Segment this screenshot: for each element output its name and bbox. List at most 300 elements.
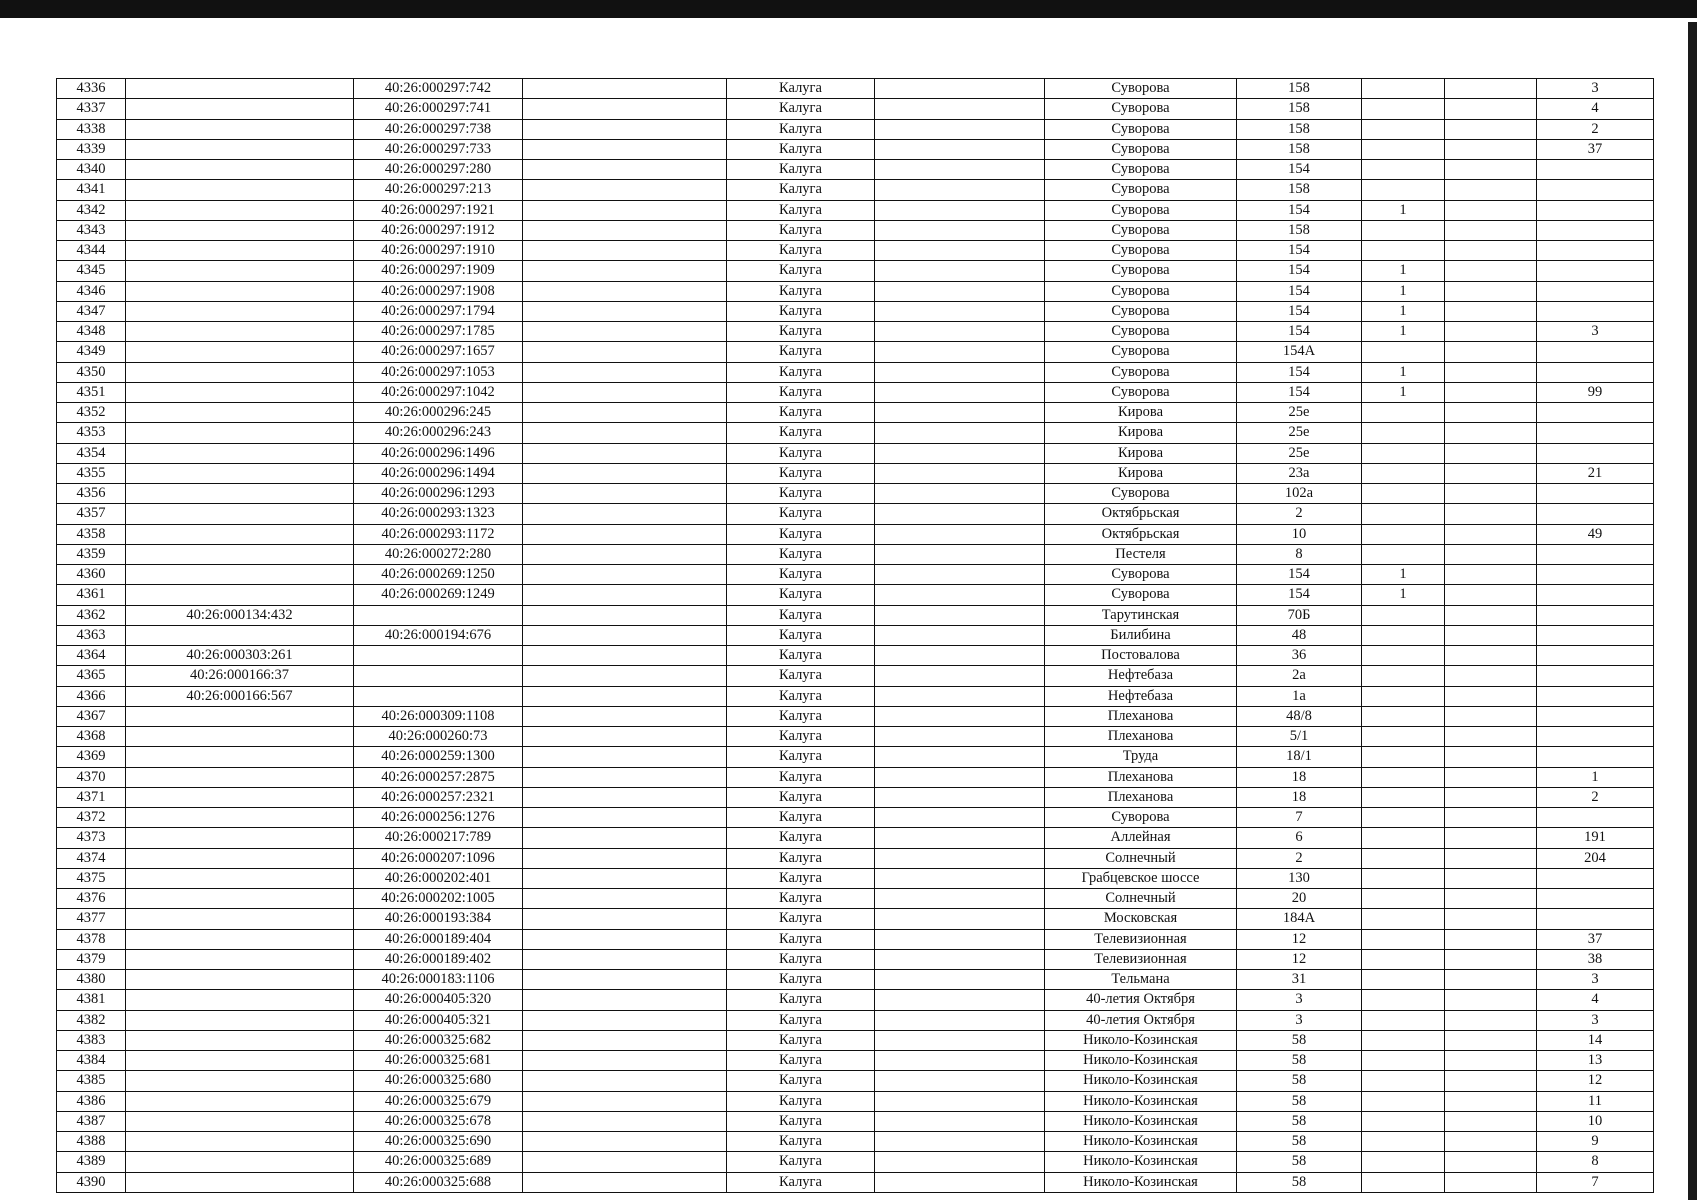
cell-house-number: 12 bbox=[1237, 929, 1362, 949]
cell-empty-cell bbox=[523, 625, 727, 645]
cell-empty-cell bbox=[875, 1091, 1045, 1111]
cell-building: 1 bbox=[1362, 382, 1445, 402]
table-row bbox=[57, 544, 1654, 564]
cell-row-number: 4347 bbox=[57, 301, 126, 321]
cell-cadastral-number-b: 40:26:000297:1910 bbox=[354, 241, 523, 261]
cell-cadastral-number-a bbox=[126, 1030, 354, 1050]
cell-row-number: 4358 bbox=[57, 524, 126, 544]
cell-apartment bbox=[1537, 808, 1654, 828]
cell-empty-cell bbox=[875, 727, 1045, 747]
cell-cadastral-number-b: 40:26:000297:738 bbox=[354, 119, 523, 139]
cell-city: Калуга bbox=[727, 544, 875, 564]
cell-building bbox=[1362, 1030, 1445, 1050]
cell-street: Суворова bbox=[1045, 220, 1237, 240]
cell-city: Калуга bbox=[727, 1051, 875, 1071]
cell-house-number: 154 bbox=[1237, 200, 1362, 220]
cell-empty-cell bbox=[875, 1172, 1045, 1192]
cell-building bbox=[1362, 646, 1445, 666]
cell-row-number: 4363 bbox=[57, 625, 126, 645]
cell-empty-cell bbox=[1445, 342, 1537, 362]
cell-house-number: 154 bbox=[1237, 565, 1362, 585]
cell-row-number: 4365 bbox=[57, 666, 126, 686]
cell-row-number: 4356 bbox=[57, 484, 126, 504]
table-row bbox=[57, 1091, 1654, 1111]
cell-building bbox=[1362, 1132, 1445, 1152]
cell-city: Калуга bbox=[727, 1111, 875, 1131]
cell-house-number: 18 bbox=[1237, 767, 1362, 787]
cell-apartment: 12 bbox=[1537, 1071, 1654, 1091]
cell-apartment bbox=[1537, 220, 1654, 240]
cell-cadastral-number-b: 40:26:000296:1293 bbox=[354, 484, 523, 504]
cell-cadastral-number-b: 40:26:000189:404 bbox=[354, 929, 523, 949]
cell-empty-cell bbox=[875, 322, 1045, 342]
cell-row-number: 4376 bbox=[57, 889, 126, 909]
cell-empty-cell bbox=[875, 1030, 1045, 1050]
cell-house-number: 154 bbox=[1237, 160, 1362, 180]
cell-street: Кирова bbox=[1045, 463, 1237, 483]
cell-cadastral-number-a bbox=[126, 625, 354, 645]
cell-cadastral-number-b: 40:26:000194:676 bbox=[354, 625, 523, 645]
cell-empty-cell bbox=[523, 79, 727, 99]
cell-empty-cell bbox=[1445, 646, 1537, 666]
cell-apartment: 99 bbox=[1537, 382, 1654, 402]
cell-cadastral-number-a bbox=[126, 200, 354, 220]
cell-cadastral-number-b: 40:26:000207:1096 bbox=[354, 848, 523, 868]
cell-apartment bbox=[1537, 544, 1654, 564]
cell-apartment: 8 bbox=[1537, 1152, 1654, 1172]
cell-cadastral-number-a bbox=[126, 970, 354, 990]
cell-house-number: 58 bbox=[1237, 1091, 1362, 1111]
cell-street: Кирова bbox=[1045, 443, 1237, 463]
cell-cadastral-number-b bbox=[354, 686, 523, 706]
cell-empty-cell bbox=[1445, 990, 1537, 1010]
cell-apartment: 7 bbox=[1537, 1172, 1654, 1192]
cell-street: Суворова bbox=[1045, 342, 1237, 362]
cell-row-number: 4385 bbox=[57, 1071, 126, 1091]
cell-cadastral-number-a bbox=[126, 787, 354, 807]
cell-apartment bbox=[1537, 301, 1654, 321]
cell-city: Калуга bbox=[727, 261, 875, 281]
cell-city: Калуга bbox=[727, 463, 875, 483]
cell-house-number: 158 bbox=[1237, 79, 1362, 99]
cell-house-number: 154 bbox=[1237, 281, 1362, 301]
cell-apartment bbox=[1537, 585, 1654, 605]
cell-row-number: 4344 bbox=[57, 241, 126, 261]
cell-city: Калуга bbox=[727, 585, 875, 605]
cell-city: Калуга bbox=[727, 666, 875, 686]
cell-empty-cell bbox=[875, 1051, 1045, 1071]
cell-house-number: 58 bbox=[1237, 1111, 1362, 1131]
cell-city: Калуга bbox=[727, 848, 875, 868]
cell-house-number: 2 bbox=[1237, 848, 1362, 868]
cell-empty-cell bbox=[875, 1111, 1045, 1131]
cell-city: Калуга bbox=[727, 1152, 875, 1172]
cell-empty-cell bbox=[875, 949, 1045, 969]
cell-apartment: 4 bbox=[1537, 990, 1654, 1010]
table-row bbox=[57, 848, 1654, 868]
cell-row-number: 4343 bbox=[57, 220, 126, 240]
cell-empty-cell bbox=[523, 403, 727, 423]
cell-empty-cell bbox=[1445, 686, 1537, 706]
table-row bbox=[57, 342, 1654, 362]
table-row bbox=[57, 362, 1654, 382]
cell-empty-cell bbox=[1445, 524, 1537, 544]
cell-cadastral-number-b: 40:26:000297:1794 bbox=[354, 301, 523, 321]
cell-empty-cell bbox=[875, 342, 1045, 362]
cell-apartment: 3 bbox=[1537, 322, 1654, 342]
cell-empty-cell bbox=[523, 463, 727, 483]
cell-building bbox=[1362, 79, 1445, 99]
cell-apartment bbox=[1537, 241, 1654, 261]
cell-street: Суворова bbox=[1045, 585, 1237, 605]
cell-building bbox=[1362, 909, 1445, 929]
cell-building bbox=[1362, 1051, 1445, 1071]
cell-row-number: 4389 bbox=[57, 1152, 126, 1172]
cell-house-number: 158 bbox=[1237, 220, 1362, 240]
cell-cadastral-number-a bbox=[126, 139, 354, 159]
cell-cadastral-number-a bbox=[126, 767, 354, 787]
cell-house-number: 2 bbox=[1237, 504, 1362, 524]
cell-empty-cell bbox=[523, 382, 727, 402]
cell-city: Калуга bbox=[727, 382, 875, 402]
cell-building bbox=[1362, 1111, 1445, 1131]
table-row bbox=[57, 524, 1654, 544]
cell-house-number: 48 bbox=[1237, 625, 1362, 645]
cell-empty-cell bbox=[1445, 787, 1537, 807]
cell-empty-cell bbox=[875, 565, 1045, 585]
cell-apartment: 2 bbox=[1537, 787, 1654, 807]
cell-street: Октябрьская bbox=[1045, 524, 1237, 544]
cell-empty-cell bbox=[875, 180, 1045, 200]
cell-house-number: 5/1 bbox=[1237, 727, 1362, 747]
cell-empty-cell bbox=[1445, 261, 1537, 281]
cell-street: Плеханова bbox=[1045, 706, 1237, 726]
cell-cadastral-number-b: 40:26:000296:245 bbox=[354, 403, 523, 423]
cell-empty-cell bbox=[1445, 727, 1537, 747]
cell-house-number: 1а bbox=[1237, 686, 1362, 706]
cell-row-number: 4336 bbox=[57, 79, 126, 99]
cell-apartment: 37 bbox=[1537, 139, 1654, 159]
cell-street: Грабцевское шоссе bbox=[1045, 868, 1237, 888]
cell-building bbox=[1362, 504, 1445, 524]
cell-cadastral-number-a bbox=[126, 1111, 354, 1131]
cell-cadastral-number-b: 40:26:000325:688 bbox=[354, 1172, 523, 1192]
cell-empty-cell bbox=[1445, 281, 1537, 301]
cell-house-number: 58 bbox=[1237, 1030, 1362, 1050]
cell-house-number: 18/1 bbox=[1237, 747, 1362, 767]
cell-empty-cell bbox=[523, 990, 727, 1010]
cell-street: Билибина bbox=[1045, 625, 1237, 645]
cell-building bbox=[1362, 848, 1445, 868]
table-row bbox=[57, 423, 1654, 443]
cell-empty-cell bbox=[1445, 1172, 1537, 1192]
cell-row-number: 4346 bbox=[57, 281, 126, 301]
cell-city: Калуга bbox=[727, 970, 875, 990]
cell-row-number: 4366 bbox=[57, 686, 126, 706]
cell-street: Пестеля bbox=[1045, 544, 1237, 564]
cell-row-number: 4372 bbox=[57, 808, 126, 828]
cell-apartment: 191 bbox=[1537, 828, 1654, 848]
cell-empty-cell bbox=[875, 706, 1045, 726]
cell-empty-cell bbox=[875, 524, 1045, 544]
cell-row-number: 4386 bbox=[57, 1091, 126, 1111]
cell-city: Калуга bbox=[727, 443, 875, 463]
cell-cadastral-number-b bbox=[354, 605, 523, 625]
table-row bbox=[57, 889, 1654, 909]
cell-apartment bbox=[1537, 686, 1654, 706]
cell-cadastral-number-b: 40:26:000297:213 bbox=[354, 180, 523, 200]
cell-empty-cell bbox=[523, 848, 727, 868]
cell-empty-cell bbox=[875, 484, 1045, 504]
cell-house-number: 154 bbox=[1237, 261, 1362, 281]
cell-empty-cell bbox=[875, 868, 1045, 888]
cell-house-number: 58 bbox=[1237, 1051, 1362, 1071]
cell-house-number: 58 bbox=[1237, 1152, 1362, 1172]
cell-apartment bbox=[1537, 484, 1654, 504]
cell-empty-cell bbox=[875, 200, 1045, 220]
cell-street: Николо-Козинская bbox=[1045, 1051, 1237, 1071]
cell-apartment bbox=[1537, 706, 1654, 726]
cell-city: Калуга bbox=[727, 504, 875, 524]
cell-city: Калуга bbox=[727, 200, 875, 220]
cell-cadastral-number-b: 40:26:000325:678 bbox=[354, 1111, 523, 1131]
cell-empty-cell bbox=[1445, 889, 1537, 909]
cell-row-number: 4384 bbox=[57, 1051, 126, 1071]
table-row bbox=[57, 767, 1654, 787]
cell-building bbox=[1362, 625, 1445, 645]
cell-row-number: 4364 bbox=[57, 646, 126, 666]
cell-cadastral-number-a bbox=[126, 1010, 354, 1030]
cell-empty-cell bbox=[1445, 949, 1537, 969]
table-row bbox=[57, 79, 1654, 99]
cell-empty-cell bbox=[875, 747, 1045, 767]
cell-empty-cell bbox=[875, 463, 1045, 483]
cell-city: Калуга bbox=[727, 1030, 875, 1050]
cell-city: Калуга bbox=[727, 362, 875, 382]
cell-city: Калуга bbox=[727, 79, 875, 99]
cell-house-number: 70Б bbox=[1237, 605, 1362, 625]
cell-cadastral-number-b: 40:26:000257:2321 bbox=[354, 787, 523, 807]
cell-apartment: 3 bbox=[1537, 79, 1654, 99]
cell-cadastral-number-a: 40:26:000166:37 bbox=[126, 666, 354, 686]
cell-empty-cell bbox=[1445, 382, 1537, 402]
cell-apartment: 4 bbox=[1537, 99, 1654, 119]
cell-cadastral-number-a bbox=[126, 706, 354, 726]
cell-empty-cell bbox=[875, 1071, 1045, 1091]
cell-apartment: 2 bbox=[1537, 119, 1654, 139]
cell-city: Калуга bbox=[727, 909, 875, 929]
cell-house-number: 25е bbox=[1237, 403, 1362, 423]
cell-empty-cell bbox=[523, 200, 727, 220]
cell-city: Калуга bbox=[727, 828, 875, 848]
cell-cadastral-number-a bbox=[126, 868, 354, 888]
cell-cadastral-number-b: 40:26:000257:2875 bbox=[354, 767, 523, 787]
cell-house-number: 58 bbox=[1237, 1132, 1362, 1152]
cell-apartment: 10 bbox=[1537, 1111, 1654, 1131]
cell-house-number: 154 bbox=[1237, 322, 1362, 342]
cell-cadastral-number-b bbox=[354, 666, 523, 686]
cell-empty-cell bbox=[523, 443, 727, 463]
cell-cadastral-number-a bbox=[126, 301, 354, 321]
cell-city: Калуга bbox=[727, 747, 875, 767]
cell-apartment: 3 bbox=[1537, 970, 1654, 990]
cell-city: Калуга bbox=[727, 706, 875, 726]
cell-city: Калуга bbox=[727, 787, 875, 807]
cell-building: 1 bbox=[1362, 200, 1445, 220]
cell-street: Труда bbox=[1045, 747, 1237, 767]
table-row bbox=[57, 1111, 1654, 1131]
cell-row-number: 4341 bbox=[57, 180, 126, 200]
cell-cadastral-number-a bbox=[126, 1172, 354, 1192]
cell-apartment: 49 bbox=[1537, 524, 1654, 544]
cell-house-number: 18 bbox=[1237, 787, 1362, 807]
table-row bbox=[57, 241, 1654, 261]
cell-building bbox=[1362, 139, 1445, 159]
table-row bbox=[57, 119, 1654, 139]
table-row bbox=[57, 463, 1654, 483]
cell-building bbox=[1362, 929, 1445, 949]
cell-empty-cell bbox=[875, 787, 1045, 807]
cell-cadastral-number-b: 40:26:000202:1005 bbox=[354, 889, 523, 909]
cell-street: Телевизионная bbox=[1045, 929, 1237, 949]
cell-empty-cell bbox=[875, 281, 1045, 301]
cell-empty-cell bbox=[875, 504, 1045, 524]
cell-row-number: 4353 bbox=[57, 423, 126, 443]
cell-apartment bbox=[1537, 281, 1654, 301]
cell-street: Суворова bbox=[1045, 180, 1237, 200]
cell-apartment bbox=[1537, 160, 1654, 180]
cell-row-number: 4360 bbox=[57, 565, 126, 585]
cell-building bbox=[1362, 605, 1445, 625]
cell-cadastral-number-a bbox=[126, 423, 354, 443]
cell-street: Октябрьская bbox=[1045, 504, 1237, 524]
cell-empty-cell bbox=[875, 241, 1045, 261]
cell-building bbox=[1362, 889, 1445, 909]
cell-house-number: 154 bbox=[1237, 382, 1362, 402]
cell-cadastral-number-b: 40:26:000193:384 bbox=[354, 909, 523, 929]
cell-empty-cell bbox=[875, 362, 1045, 382]
cell-row-number: 4383 bbox=[57, 1030, 126, 1050]
cell-empty-cell bbox=[523, 727, 727, 747]
cell-row-number: 4337 bbox=[57, 99, 126, 119]
cell-building bbox=[1362, 241, 1445, 261]
cell-house-number: 25е bbox=[1237, 443, 1362, 463]
cell-city: Калуга bbox=[727, 220, 875, 240]
cell-street: Тельмана bbox=[1045, 970, 1237, 990]
cell-empty-cell bbox=[1445, 119, 1537, 139]
cell-cadastral-number-b: 40:26:000325:681 bbox=[354, 1051, 523, 1071]
cell-empty-cell bbox=[1445, 706, 1537, 726]
cell-street: Кирова bbox=[1045, 423, 1237, 443]
cell-street: Нефтебаза bbox=[1045, 686, 1237, 706]
cell-cadastral-number-a bbox=[126, 382, 354, 402]
cell-cadastral-number-a bbox=[126, 403, 354, 423]
cell-empty-cell bbox=[523, 220, 727, 240]
cell-empty-cell bbox=[875, 585, 1045, 605]
cell-building bbox=[1362, 99, 1445, 119]
cell-empty-cell bbox=[1445, 362, 1537, 382]
cell-house-number: 10 bbox=[1237, 524, 1362, 544]
cell-empty-cell bbox=[875, 848, 1045, 868]
cell-apartment: 21 bbox=[1537, 463, 1654, 483]
cell-building bbox=[1362, 342, 1445, 362]
cell-apartment: 1 bbox=[1537, 767, 1654, 787]
cell-cadastral-number-a bbox=[126, 322, 354, 342]
cell-house-number: 7 bbox=[1237, 808, 1362, 828]
cell-city: Калуга bbox=[727, 119, 875, 139]
cell-house-number: 25е bbox=[1237, 423, 1362, 443]
cell-street: Николо-Козинская bbox=[1045, 1111, 1237, 1131]
cell-house-number: 20 bbox=[1237, 889, 1362, 909]
cell-street: Суворова bbox=[1045, 79, 1237, 99]
table-row bbox=[57, 443, 1654, 463]
cell-house-number: 23а bbox=[1237, 463, 1362, 483]
cell-city: Калуга bbox=[727, 625, 875, 645]
cell-building bbox=[1362, 160, 1445, 180]
cell-row-number: 4350 bbox=[57, 362, 126, 382]
cell-cadastral-number-a bbox=[126, 362, 354, 382]
cell-cadastral-number-b bbox=[354, 646, 523, 666]
cell-empty-cell bbox=[523, 1132, 727, 1152]
cell-cadastral-number-b: 40:26:000296:1494 bbox=[354, 463, 523, 483]
cell-house-number: 2а bbox=[1237, 666, 1362, 686]
cell-row-number: 4352 bbox=[57, 403, 126, 423]
cell-street: Постовалова bbox=[1045, 646, 1237, 666]
cell-apartment bbox=[1537, 362, 1654, 382]
cell-row-number: 4382 bbox=[57, 1010, 126, 1030]
table-row bbox=[57, 200, 1654, 220]
cell-row-number: 4339 bbox=[57, 139, 126, 159]
cell-city: Калуга bbox=[727, 160, 875, 180]
cell-empty-cell bbox=[875, 382, 1045, 402]
cell-apartment bbox=[1537, 646, 1654, 666]
cell-house-number: 58 bbox=[1237, 1172, 1362, 1192]
cell-cadastral-number-a bbox=[126, 342, 354, 362]
table-row bbox=[57, 706, 1654, 726]
cell-street: Николо-Козинская bbox=[1045, 1172, 1237, 1192]
cell-cadastral-number-b: 40:26:000269:1249 bbox=[354, 585, 523, 605]
cell-city: Калуга bbox=[727, 727, 875, 747]
cell-house-number: 158 bbox=[1237, 99, 1362, 119]
cell-row-number: 4362 bbox=[57, 605, 126, 625]
table-row bbox=[57, 666, 1654, 686]
cell-street: Суворова bbox=[1045, 281, 1237, 301]
cell-cadastral-number-b: 40:26:000260:73 bbox=[354, 727, 523, 747]
cell-empty-cell bbox=[523, 1071, 727, 1091]
cell-apartment bbox=[1537, 666, 1654, 686]
table-row bbox=[57, 322, 1654, 342]
cell-street: Николо-Козинская bbox=[1045, 1132, 1237, 1152]
cell-empty-cell bbox=[875, 261, 1045, 281]
cell-cadastral-number-a bbox=[126, 160, 354, 180]
cell-cadastral-number-a bbox=[126, 1071, 354, 1091]
cell-city: Калуга bbox=[727, 423, 875, 443]
cell-house-number: 158 bbox=[1237, 119, 1362, 139]
cell-city: Калуга bbox=[727, 868, 875, 888]
cell-apartment bbox=[1537, 727, 1654, 747]
cell-row-number: 4378 bbox=[57, 929, 126, 949]
cell-empty-cell bbox=[523, 504, 727, 524]
cell-building bbox=[1362, 1091, 1445, 1111]
cell-empty-cell bbox=[523, 1051, 727, 1071]
cell-empty-cell bbox=[1445, 625, 1537, 645]
cell-row-number: 4338 bbox=[57, 119, 126, 139]
data-table bbox=[56, 78, 1654, 1193]
cell-empty-cell bbox=[523, 1172, 727, 1192]
cell-row-number: 4355 bbox=[57, 463, 126, 483]
cell-building: 1 bbox=[1362, 585, 1445, 605]
cell-building: 1 bbox=[1362, 322, 1445, 342]
